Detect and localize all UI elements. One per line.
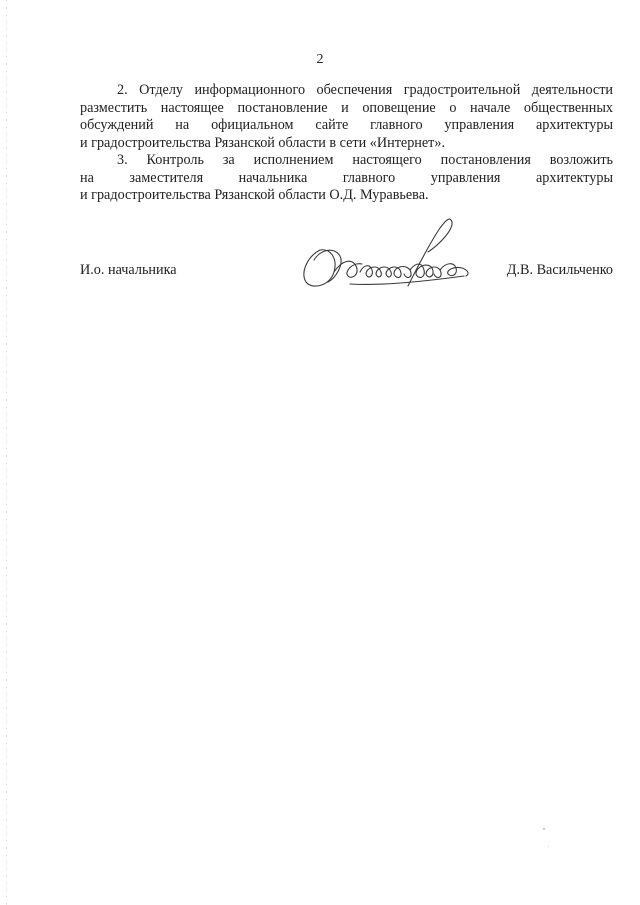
document-body	[80, 82, 613, 205]
paragraph-line: и градостроительства Рязанской области О.Д. Муравьева.	[80, 187, 429, 203]
paragraph-line: 2. Отделу информационного обеспечения градостроительной деятельности	[117, 82, 613, 98]
scan-speck	[543, 828, 545, 830]
handwritten-signature	[290, 200, 480, 300]
signatory-role: И.о. начальника	[80, 262, 177, 278]
paragraph-line: на заместителя начальника главного управления архитектуры	[80, 169, 613, 186]
scan-speck	[548, 846, 549, 847]
paragraph-line: разместить настоящее постановление и оповещение о начале общественных	[80, 99, 613, 116]
paragraph-line: 3. Контроль за исполнением настоящего постановления возложить	[117, 152, 613, 168]
page-number: 2	[316, 52, 324, 67]
paragraph-2	[80, 82, 613, 152]
paragraph-3	[80, 152, 613, 205]
paragraph-line: обсуждений на официальном сайте главного управления архитектуры	[80, 117, 613, 133]
scan-edge	[6, 0, 7, 905]
paragraph-line: и градостроительства Рязанской области в сети «Интернет».	[80, 134, 446, 151]
signatory-name: Д.В. Васильченко	[506, 262, 613, 278]
